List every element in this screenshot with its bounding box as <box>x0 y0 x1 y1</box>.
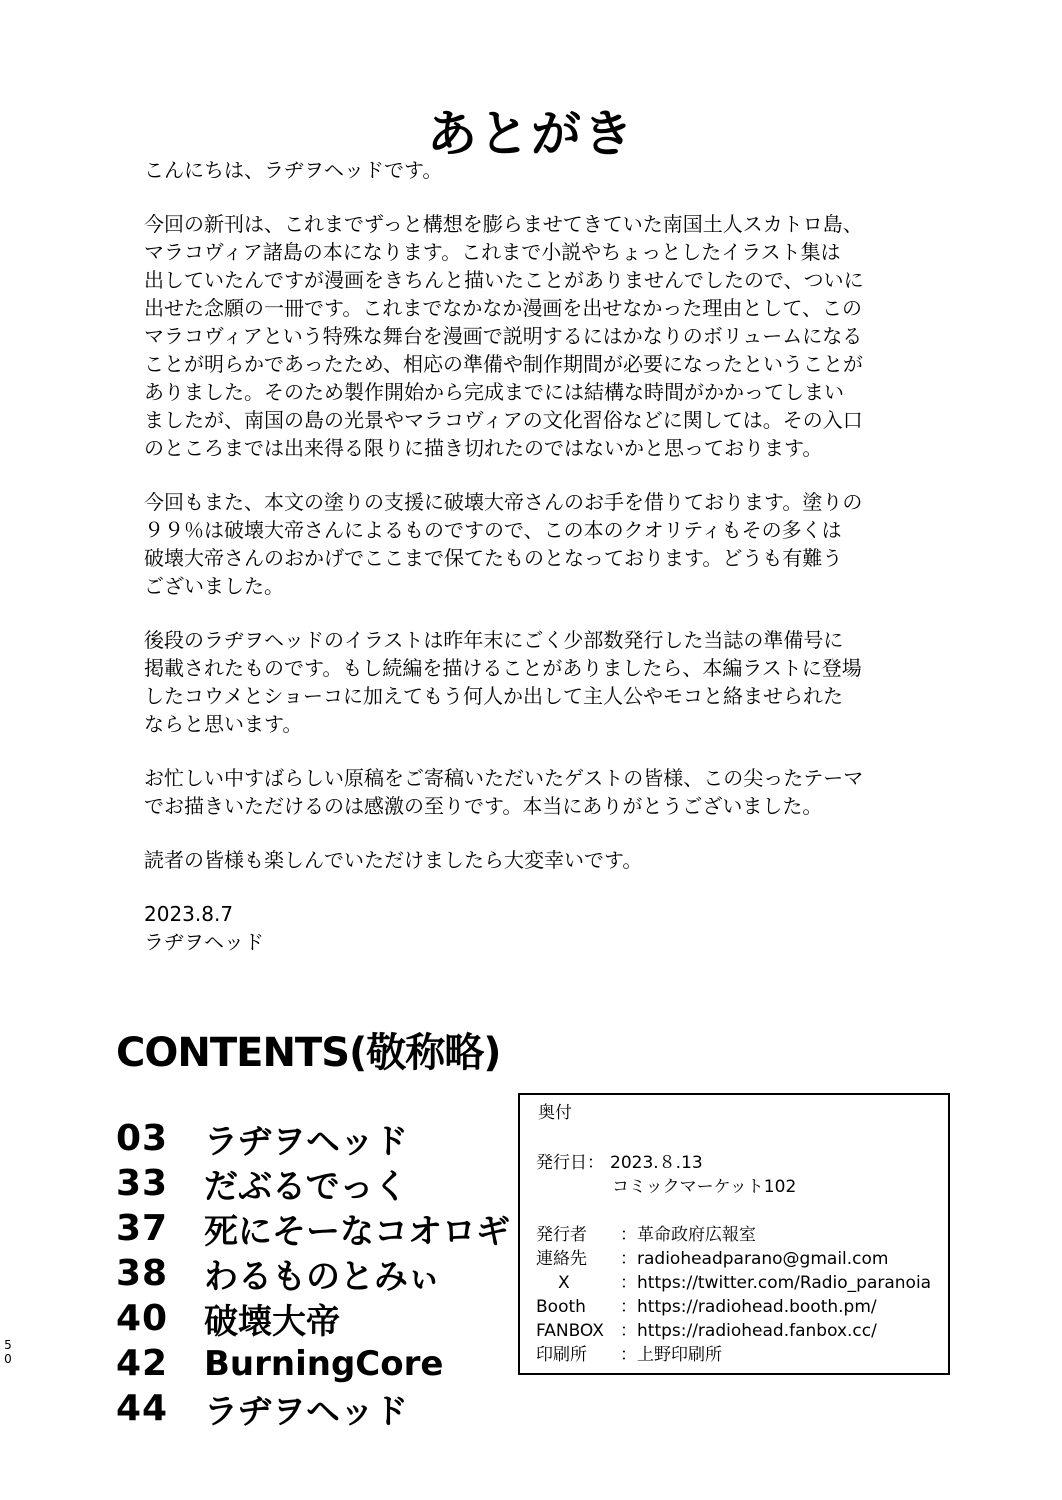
contents-page-number: 37 <box>116 1208 169 1249</box>
afterword-paragraph-4 <box>144 764 944 820</box>
contents-item <box>116 1161 516 1206</box>
greeting-text: こんにちは、ラヂヲヘッドです。 <box>144 158 443 182</box>
afterword-paragraph-3 <box>144 626 944 738</box>
text-line: ならと思います。 <box>144 712 303 736</box>
colophon-label: 印刷所 <box>536 1345 587 1365</box>
contents-author: 破壊大帝 <box>204 1302 340 1342</box>
colophon-value: ：https://radiohead.fanbox.cc/ <box>620 1321 877 1341</box>
colophon-value: ：上野印刷所 <box>620 1345 722 1365</box>
text-line: 出せた念願の一冊です。これまでなかなか漫画を出せなかった理由として、この <box>144 296 862 320</box>
colophon-value: ：https://radiohead.booth.pm/ <box>620 1297 877 1317</box>
colophon-label: FANBOX <box>536 1321 604 1341</box>
event-name: コミックマーケット102 <box>612 1177 797 1197</box>
text-line: マラコヴィア諸島の本になります。これまで小説やちょっとしたイラスト集は <box>144 240 841 264</box>
issue-date-value: 2023.８.13 <box>610 1153 703 1173</box>
text-line: ございました。 <box>144 574 284 598</box>
text-line: 今回の新刊は、これまでずっと構想を膨らませてきていた南国土人スカトロ島、 <box>144 212 863 236</box>
page-title: あとがき <box>427 104 635 163</box>
date-text: 2023.8.7 <box>144 902 234 926</box>
text-line: のところまでは出来得る限りに描き切れたのではないかと思っております。 <box>144 436 823 460</box>
text-line: 破壊大帝さんのおかげでここまで保てたものとなっております。どうも有難う <box>144 546 843 570</box>
contents-heading: CONTENTS(敬称略) <box>116 1030 501 1076</box>
text-line: したコウメとショーコに加えてもう何人か出して主人公やモコと絡ませられた <box>144 684 843 708</box>
contents-author: BurningCore <box>204 1343 444 1384</box>
colophon-label: Booth <box>536 1297 586 1317</box>
contents-author: だぶるでっく <box>204 1167 408 1207</box>
issue-date-label: 発行日： <box>536 1153 604 1173</box>
page-number: 50 <box>4 1338 12 1366</box>
contents-page-number: 38 <box>116 1253 169 1294</box>
text-line: ましたが、南国の島の光景やマラコヴィアの文化習俗などに関しては。その入口 <box>144 408 863 432</box>
contents-page-number: 03 <box>116 1118 169 1159</box>
contents-item <box>116 1251 516 1296</box>
afterword-paragraph-2 <box>144 488 944 600</box>
contents-author: わるものとみぃ <box>204 1257 441 1297</box>
afterword-paragraph-1 <box>144 210 944 462</box>
colophon-label: 発行者 <box>536 1225 587 1245</box>
text-line: マラコヴィアという特殊な舞台を漫画で説明するにはかなりのボリュームになる <box>144 324 863 348</box>
contents-author: 死にそーなコオロギ <box>204 1212 510 1252</box>
contents-page-number: 40 <box>116 1298 169 1339</box>
text-line: 後段のラヂヲヘッドのイラストは昨年末にごく少部数発行した当誌の準備号に <box>144 628 844 652</box>
text-line: ９９％は破壊大帝さんによるものですので、この本のクオリティもその多くは <box>144 518 842 542</box>
colophon-value: ：radioheadparano@gmail.com <box>620 1249 889 1269</box>
text-line: 掲載されたものです。もし続編を描けることがありましたら、本編ラストに登場 <box>144 656 862 680</box>
text-line: 今回もまた、本文の塗りの支援に破壊大帝さんのお手を借りております。塗りの <box>144 490 863 514</box>
text-line: お忙しい中すばらしい原稿をご寄稿いただいたゲストの皆様、この尖ったテーマ <box>144 766 864 790</box>
contents-list <box>116 1116 516 1431</box>
colophon-label: X <box>558 1273 570 1293</box>
text-line: でお描きいただけるのは感激の至りです。本当にありがとうございました。 <box>144 794 823 818</box>
colophon-value: ：https://twitter.com/Radio_paranoia <box>620 1273 932 1293</box>
signature-text: ラヂヲヘッド <box>144 930 264 954</box>
text-line: ありました。そのため製作開始から完成までには結構な時間がかかってしまい <box>144 380 844 404</box>
contents-page-number: 42 <box>116 1343 169 1384</box>
contents-item <box>116 1386 516 1431</box>
afterword-body <box>144 156 944 956</box>
contents-item <box>116 1296 516 1341</box>
colophon-label: 連絡先 <box>536 1249 587 1269</box>
contents-item <box>116 1341 516 1386</box>
contents-author: ラヂヲヘッド <box>204 1122 408 1162</box>
colophon-box <box>518 1093 950 1375</box>
colophon-value: ：革命政府広報室 <box>620 1225 756 1245</box>
colophon-title: 奥付 <box>538 1103 572 1123</box>
contents-page-number: 33 <box>116 1163 169 1204</box>
text-line: 出していたんですが漫画をきちんと描いたことがありませんでしたので、ついに <box>144 268 864 292</box>
contents-item <box>116 1116 516 1161</box>
contents-item <box>116 1206 516 1251</box>
closing-text: 読者の皆様も楽しんでいただけましたら大変幸いです。 <box>144 848 643 872</box>
contents-page-number: 44 <box>116 1388 169 1429</box>
text-line: ことが明らかであったため、相応の準備や制作期間が必要になったということが <box>144 352 863 376</box>
contents-author: ラヂヲヘッド <box>204 1392 408 1432</box>
